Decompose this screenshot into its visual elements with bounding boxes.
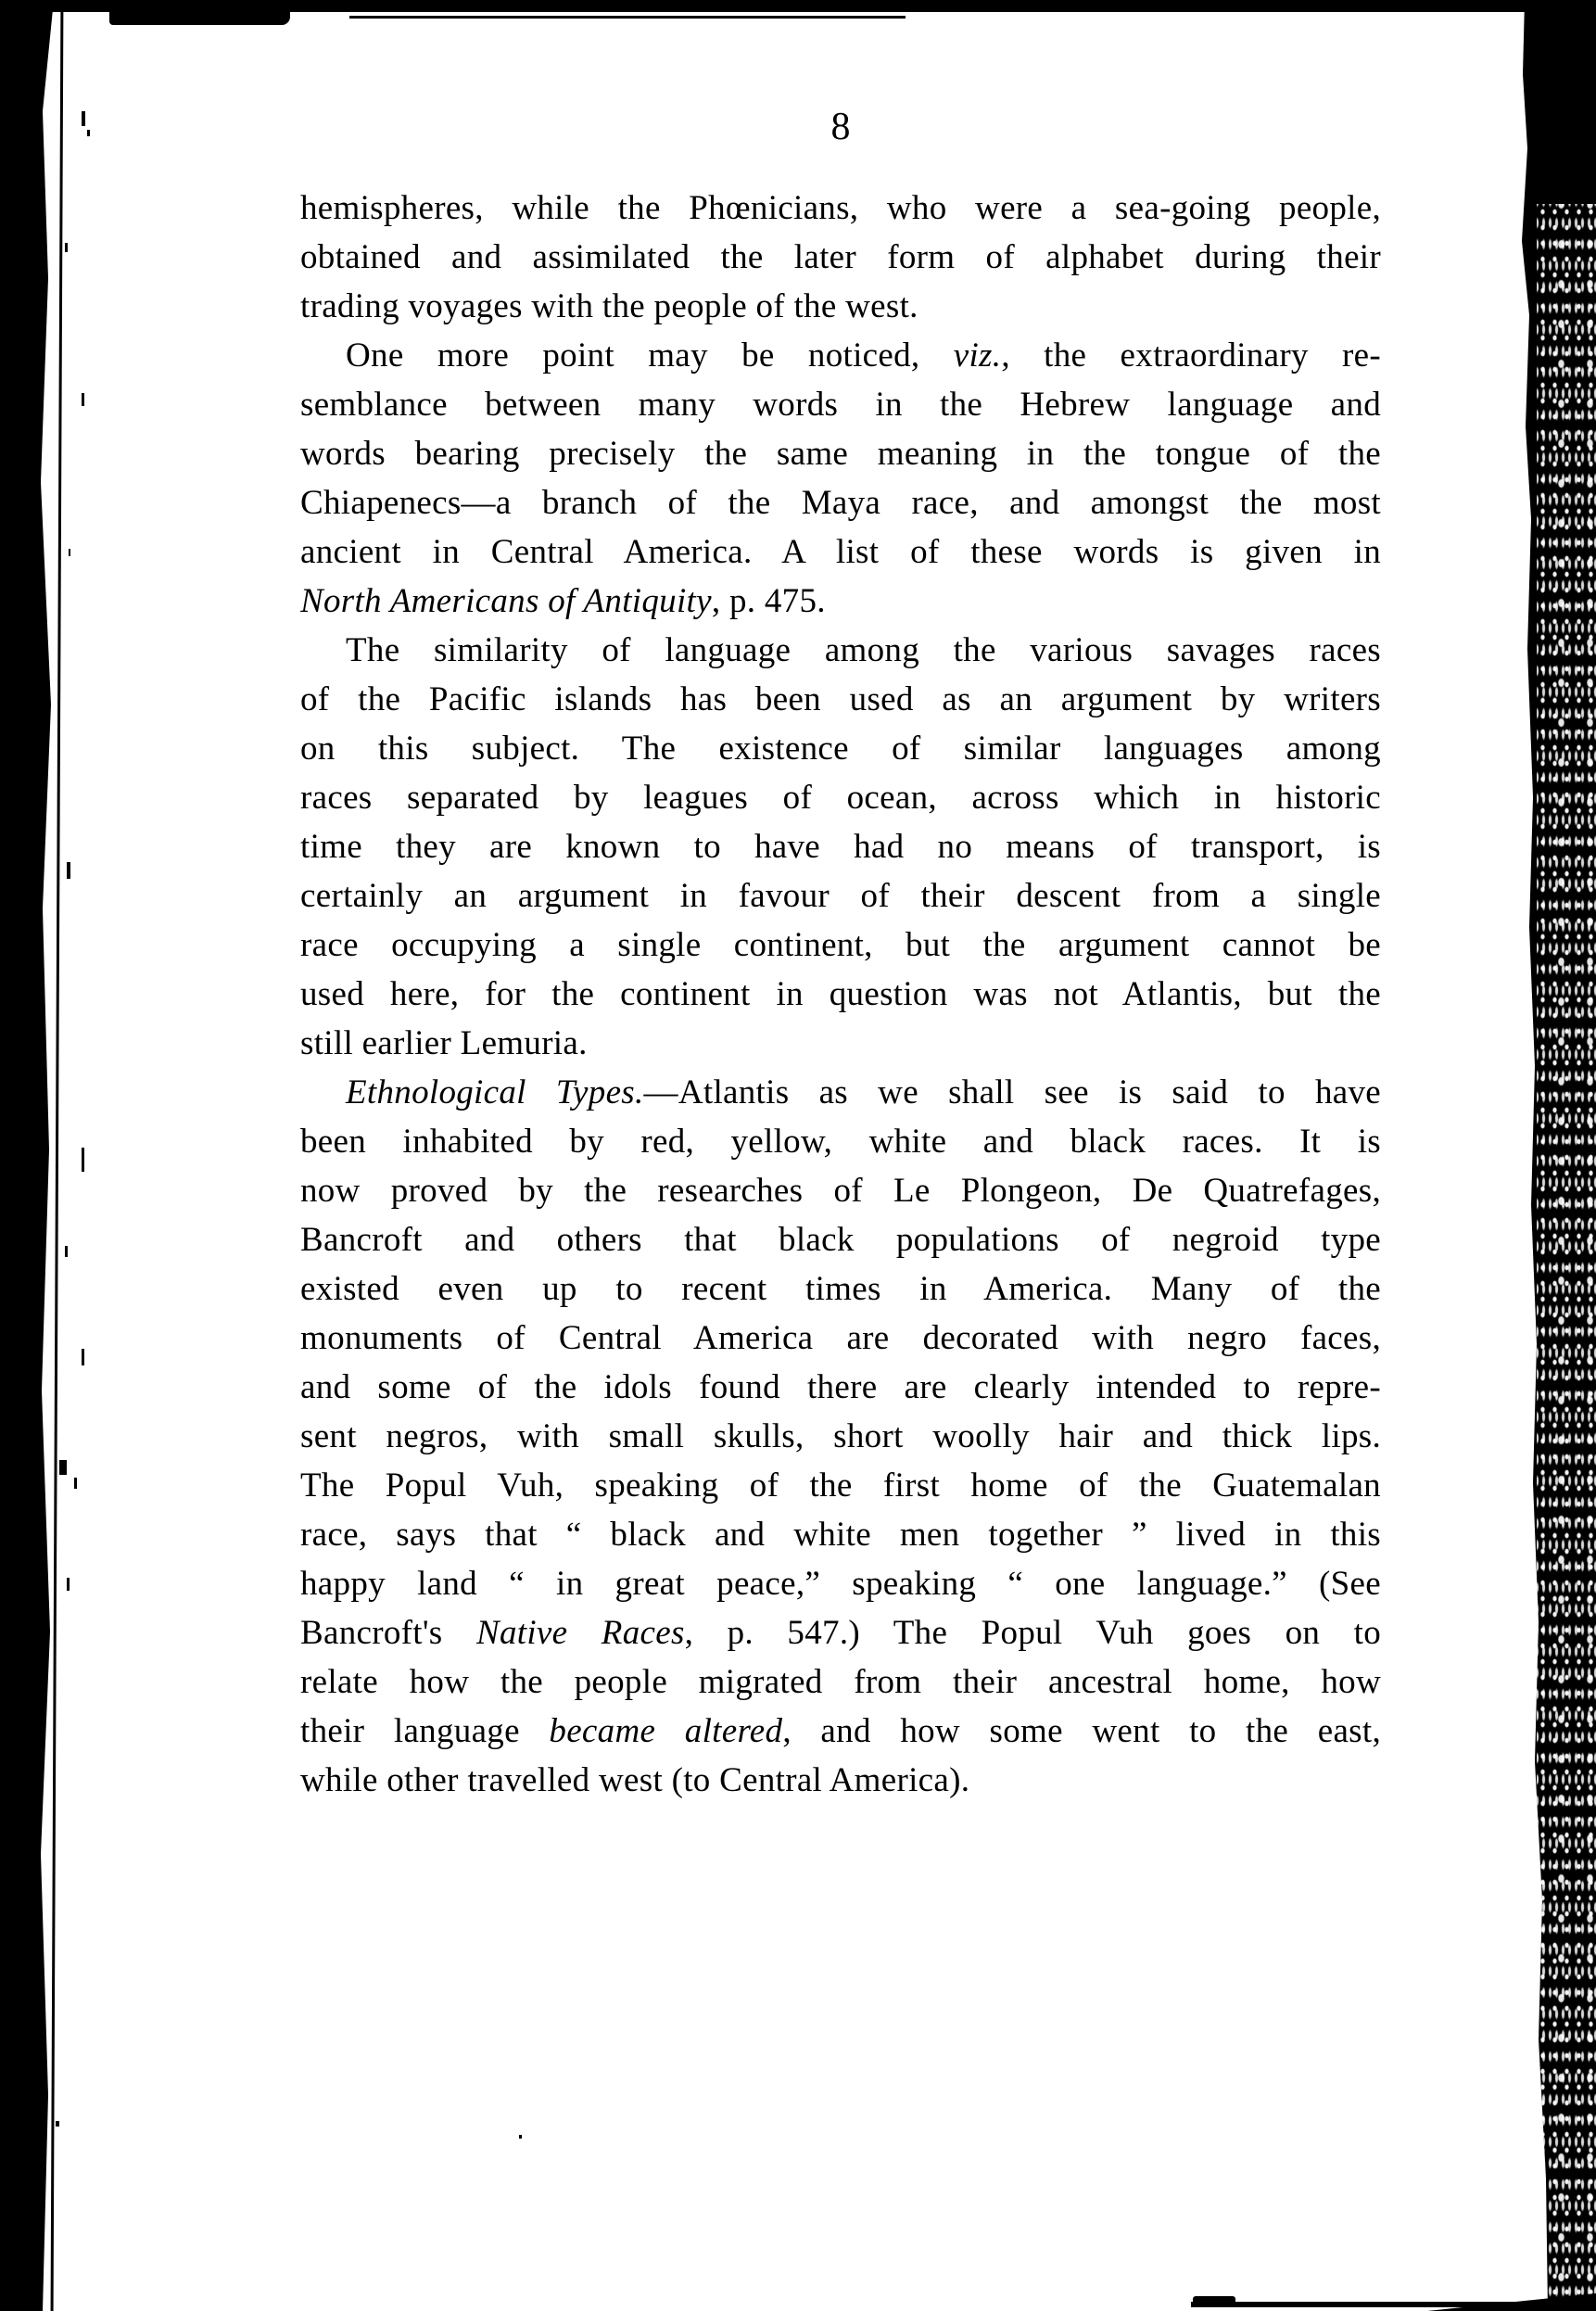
text-line: of the Pacific islands has been used as an argument by writers xyxy=(300,680,1381,718)
scan-edge-right-texture xyxy=(1537,204,1596,2311)
paragraph xyxy=(300,1068,1381,1805)
text-line: sent negros, with small skulls, short woolly hair and thick lips. xyxy=(300,1417,1381,1455)
paragraph xyxy=(300,331,1381,626)
text-line: hemispheres, while the Phœnicians, who were a sea-going people, xyxy=(300,189,1381,227)
text-line: happy land “ in great peace,” speaking “ one language.” (See xyxy=(300,1565,1381,1603)
scan-artifact-gutter-line xyxy=(51,0,64,2311)
text-line: relate how the people migrated from their ancestral home, how xyxy=(300,1663,1381,1701)
text-line: time they are known to have had no means of transport, is xyxy=(300,828,1381,866)
page-number: 8 xyxy=(830,106,851,148)
text-line: trading voyages with the people of the west. xyxy=(300,287,918,325)
scan-artifact-top-line xyxy=(349,16,906,19)
scan-edge-left xyxy=(0,0,54,2311)
text-line: Ethnological Types.—Atlantis as we shall see is said to have xyxy=(346,1073,1381,1111)
text-line: existed even up to recent times in America. Many of the xyxy=(300,1270,1381,1308)
scan-edge-right xyxy=(1520,0,1596,2311)
text-line: on this subject. The existence of similar languages among xyxy=(300,730,1381,768)
text-line: race occupying a single continent, but the argument cannot be xyxy=(300,926,1381,964)
paragraph xyxy=(300,184,1381,331)
text-line: Chiapenecs—a branch of the Maya race, and amongst the most xyxy=(300,484,1381,522)
text-line: used here, for the continent in question was not Atlantis, but the xyxy=(300,975,1381,1013)
text-line: and some of the idols found there are clearly intended to repre- xyxy=(300,1368,1381,1406)
scan-noise-mark xyxy=(87,130,90,136)
paragraph xyxy=(300,626,1381,1068)
scan-artifact-top-dash xyxy=(1442,7,1485,12)
scan-noise-mark xyxy=(82,1349,84,1365)
text-line: semblance between many words in the Hebrew language and xyxy=(300,386,1381,424)
text-line: North Americans of Antiquity, p. 475. xyxy=(300,582,826,620)
text-line: One more point may be noticed, viz., the extraordinary re- xyxy=(346,336,1381,375)
text-line: monuments of Central America are decorated with negro faces, xyxy=(300,1319,1381,1357)
scan-noise-mark xyxy=(82,111,85,126)
text-line: Bancroft and others that black populations of negroid type xyxy=(300,1221,1381,1259)
text-line: while other travelled west (to Central America). xyxy=(300,1761,970,1799)
scan-noise-mark xyxy=(65,243,68,252)
text-line: The Popul Vuh, speaking of the first home of the Guatemalan xyxy=(300,1467,1381,1505)
text-line: still earlier Lemuria. xyxy=(300,1024,588,1062)
scan-noise-mark xyxy=(82,393,84,406)
scan-artifact-bottom-blob xyxy=(1193,2296,1235,2307)
scan-noise-mark xyxy=(59,1460,67,1475)
text-line: been inhabited by red, yellow, white and black races. It is xyxy=(300,1123,1381,1161)
scan-noise-mark xyxy=(74,1478,77,1489)
scan-noise-mark xyxy=(82,1148,84,1172)
scan-noise-mark xyxy=(519,2135,522,2139)
text-line: races separated by leagues of ocean, across which in historic xyxy=(300,779,1381,817)
text-line: ancient in Central America. A list of these words is given in xyxy=(300,533,1381,571)
text-line: The similarity of language among the various savages races xyxy=(346,631,1381,669)
text-line: words bearing precisely the same meaning in the tongue of the xyxy=(300,435,1381,473)
scan-noise-mark xyxy=(69,549,70,556)
text-line: their language became altered, and how some went to the east, xyxy=(300,1712,1381,1750)
text-block xyxy=(300,184,1381,1805)
scan-noise-mark xyxy=(65,1246,68,1257)
scan-noise-mark xyxy=(67,862,70,879)
scan-artifact-top-blob xyxy=(109,9,290,25)
scan-noise-mark xyxy=(56,2121,59,2127)
scan-noise-mark xyxy=(67,1578,70,1591)
text-line: Bancroft's Native Races, p. 547.) The Popul Vuh goes on to xyxy=(300,1614,1381,1652)
text-line: obtained and assimilated the later form of alphabet during their xyxy=(300,238,1381,276)
text-line: now proved by the researches of Le Plongeon, De Quatrefages, xyxy=(300,1172,1381,1210)
text-line: race, says that “ black and white men together ” lived in this xyxy=(300,1516,1381,1554)
text-line: certainly an argument in favour of their descent from a single xyxy=(300,877,1381,915)
